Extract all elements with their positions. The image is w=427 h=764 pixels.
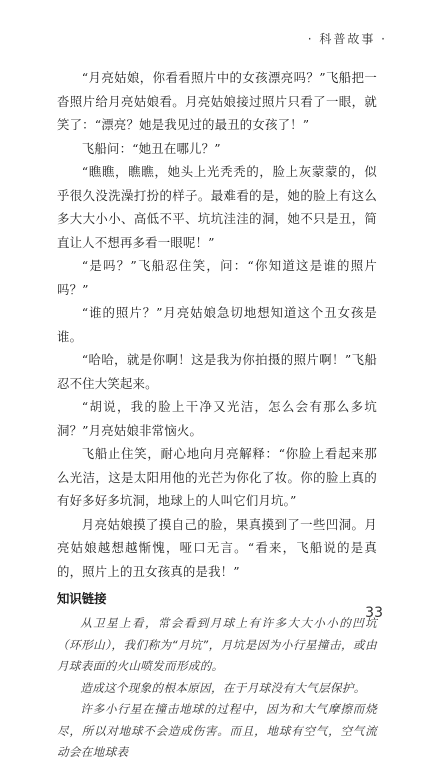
story-paragraph: “瞧瞧，瞧瞧，她头上光秃秃的，脸上灰蒙蒙的，似乎很久没洗澡打扮的样子。最难看的是，她的脸上有这么多大大小小、高低不平、坑坑洼洼的洞，她不只是丑，简直让人不想再多看一眼呢！” (57, 164, 377, 250)
story-paragraph: 飞船止住笑，耐心地向月亮解释：“你脸上看起来那么光洁，这是太阳用他的光芒为你化了妆。你的脸上真的有好多好多坑洞，地球上的人叫它们月坑。” (57, 446, 377, 508)
story-paragraph: 月亮姑娘摸了摸自己的脸，果真摸到了一些凹洞。月亮姑娘越想越惭愧，哑口无言。“看来，飞船说的是真的，照片上的丑女孩真的是我！” (57, 516, 377, 579)
page-number: 33 (365, 605, 383, 621)
knowledge-paragraph: 许多小行星在撞击地球的过程中，因为和大气摩擦而烧尽，所以对地球不会造成伤害。而且，地球有空气，空气流动会在地球表 (57, 702, 377, 759)
story-paragraph: “月亮姑娘，你看看照片中的女孩漂亮吗？”飞船把一沓照片给月亮姑娘看。月亮姑娘接过照片只看了一眼，就笑了：“漂亮？她是我见过的最丑的女孩了！” (57, 70, 377, 132)
knowledge-link-heading: 知识链接 (57, 591, 107, 606)
story-paragraph: “胡说，我的脸上干净又光洁，怎么会有那么多坑洞？”月亮姑娘非常恼火。 (57, 399, 377, 438)
story-paragraph: “谁的照片？”月亮姑娘急切地想知道这个丑女孩是谁。 (57, 305, 377, 344)
story-paragraph: “哈哈，就是你啊！这是我为你拍摄的照片啊！”飞船忍不住大笑起来。 (57, 352, 377, 391)
story-paragraph: “是吗？”飞船忍住笑，问：“你知道这是谁的照片吗？” (57, 258, 377, 297)
story-paragraph: 飞船问：“她丑在哪儿？” (81, 140, 221, 156)
page-content (57, 66, 377, 764)
knowledge-paragraph: 造成这个现象的根本原因，在于月球没有大气层保护。 (80, 680, 366, 695)
section-tag: · 科普故事 · (307, 32, 387, 46)
knowledge-paragraph: 从卫星上看，常会看到月球上有许多大大小小的凹坑（环形山），我们称为“月坑”，月坑是因为小行星撞击，或由月球表面的火山喷发而形成的。 (57, 616, 377, 673)
